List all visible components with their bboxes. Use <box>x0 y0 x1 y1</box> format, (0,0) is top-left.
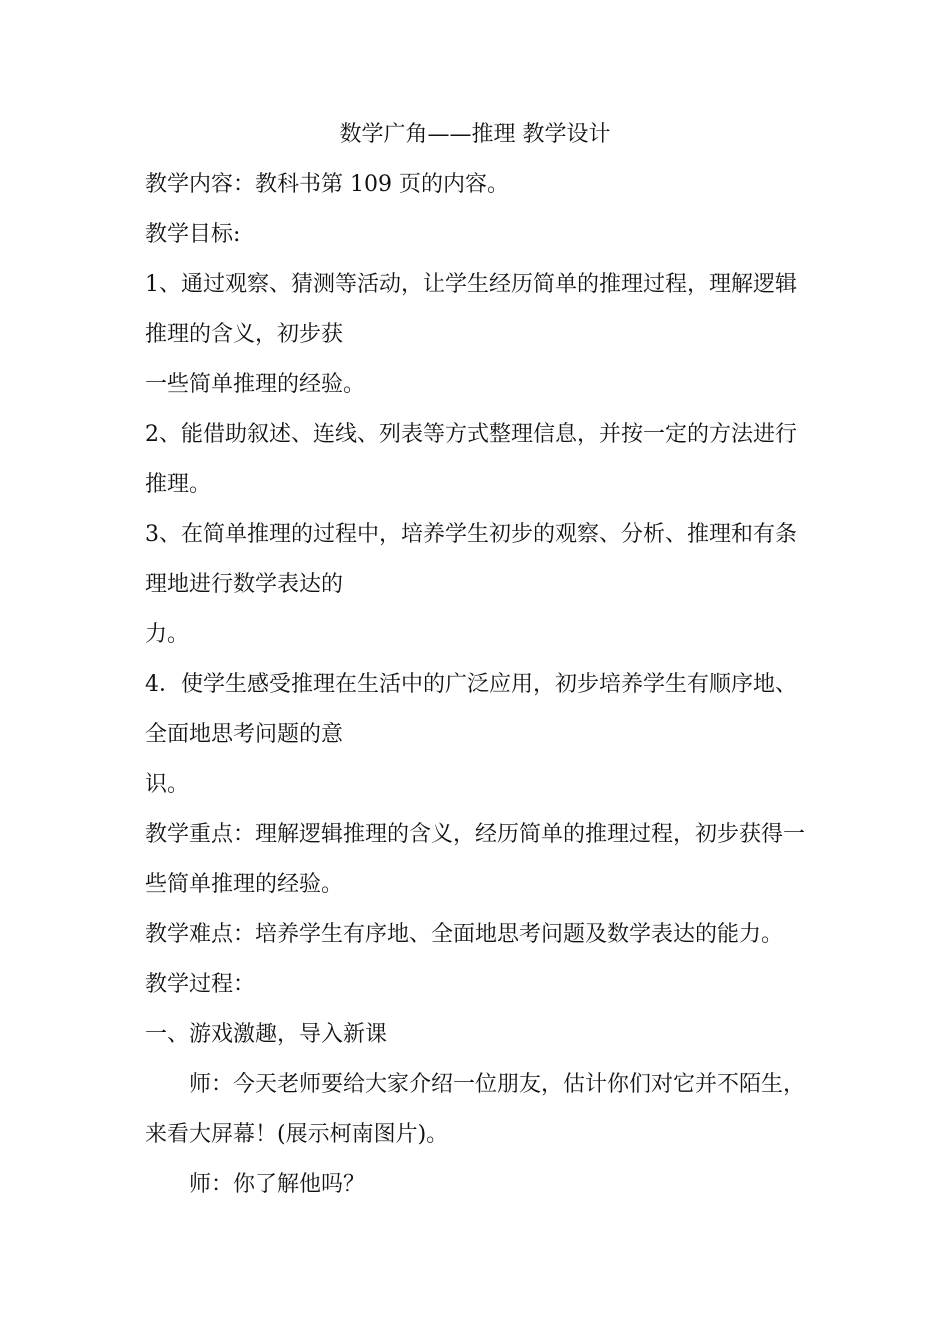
key-points-line-1: 教学重点：理解逻辑推理的含义，经历简单的推理过程，初步获得一 <box>145 822 806 847</box>
dialogue-line-3: 师：你了解他吗？ <box>189 1172 366 1197</box>
goal-3-line-3: 力。 <box>145 622 190 647</box>
teaching-goals-heading: 教学目标: <box>145 222 241 247</box>
goal-4-line-3: 识。 <box>145 772 190 797</box>
goal-3-line-2: 理地进行数学表达的 <box>145 572 344 597</box>
dialogue-line-2: 来看大屏幕！(展示柯南图片)。 <box>145 1122 449 1147</box>
goal-4-line-2: 全面地思考问题的意 <box>145 722 344 747</box>
goal-1-line-3: 一些简单推理的经验。 <box>145 372 366 397</box>
goal-2-line-1: 2、能借助叙述、连线、列表等方式整理信息，并按一定的方法进行 <box>145 422 797 447</box>
document-title: 数学广角——推理 教学设计 <box>339 122 611 147</box>
goal-3-line-1: 3、在简单推理的过程中，培养学生初步的观察、分析、推理和有条 <box>145 522 797 547</box>
goal-1-line-2: 推理的含义，初步获 <box>145 322 344 347</box>
teaching-content-line: 教学内容：教科书第 109 页的内容。 <box>145 172 509 197</box>
teaching-process-heading: 教学过程： <box>145 972 256 997</box>
goal-2-line-2: 推理。 <box>145 472 212 497</box>
goal-4-line-1: 4．使学生感受推理在生活中的广泛应用，初步培养学生有顺序地、 <box>145 672 797 697</box>
goal-1-line-1: 1、通过观察、猜测等活动，让学生经历简单的推理过程，理解逻辑 <box>145 272 797 297</box>
difficulties-line: 教学难点：培养学生有序地、全面地思考问题及数学表达的能力。 <box>145 922 784 947</box>
dialogue-line-1: 师：今天老师要给大家介绍一位朋友，估计你们对它并不陌生， <box>189 1072 806 1097</box>
key-points-line-2: 些简单推理的经验。 <box>145 872 344 897</box>
section-1-heading: 一、游戏激趣，导入新课 <box>145 1022 388 1047</box>
